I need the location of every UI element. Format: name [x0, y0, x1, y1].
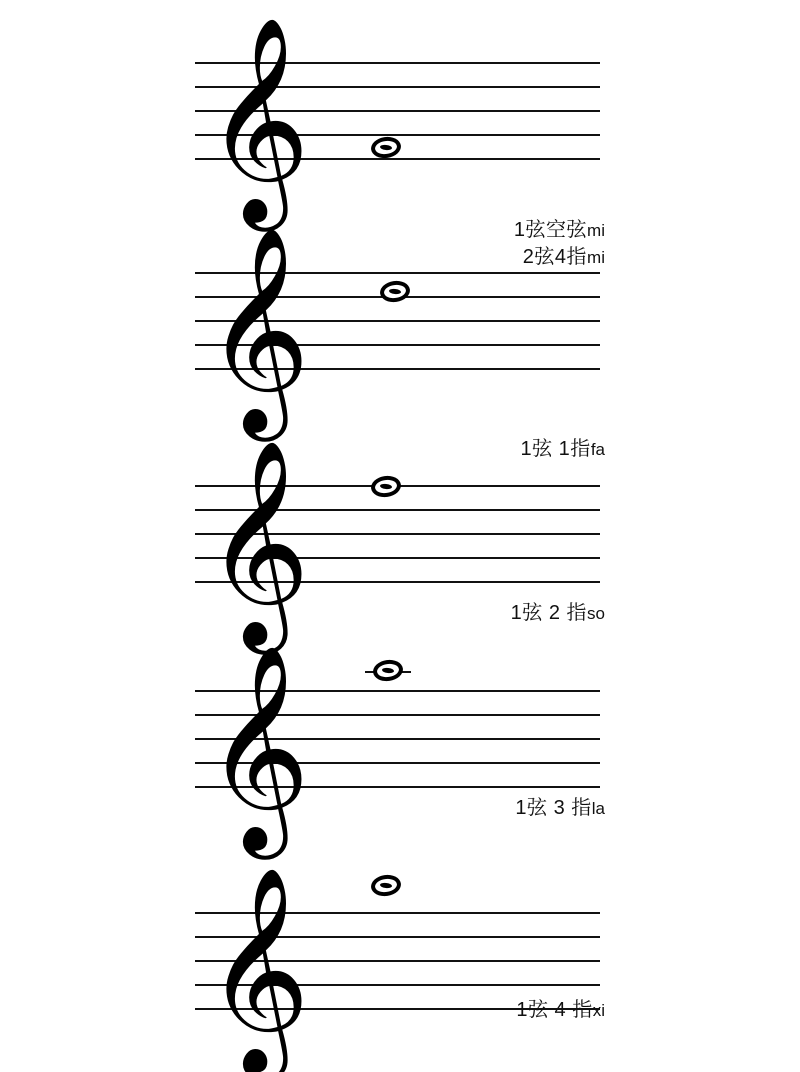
whole-note [370, 873, 403, 898]
note-label: 1弦 4 指xi [516, 999, 605, 1021]
note-label-group [514, 217, 605, 271]
treble-clef-icon: 𝄞 [205, 15, 311, 222]
note-label-group [511, 600, 605, 627]
note-label-group [521, 436, 606, 463]
treble-clef-icon: 𝄞 [205, 438, 311, 645]
treble-clef-icon: 𝄞 [205, 225, 311, 432]
note-label-group [516, 997, 605, 1024]
note-label: 1弦 2 指so [510, 602, 605, 624]
note-label: 1弦空弦mi [513, 219, 605, 241]
whole-note [372, 658, 405, 683]
note-label: 1弦 1指fa [520, 438, 605, 460]
note-label-group [515, 795, 605, 822]
treble-clef-icon: 𝄞 [205, 643, 311, 850]
note-label: 1弦 3 指la [515, 797, 605, 819]
treble-clef-icon: 𝄞 [205, 865, 311, 1072]
note-label: 2弦4指mi [522, 246, 605, 268]
